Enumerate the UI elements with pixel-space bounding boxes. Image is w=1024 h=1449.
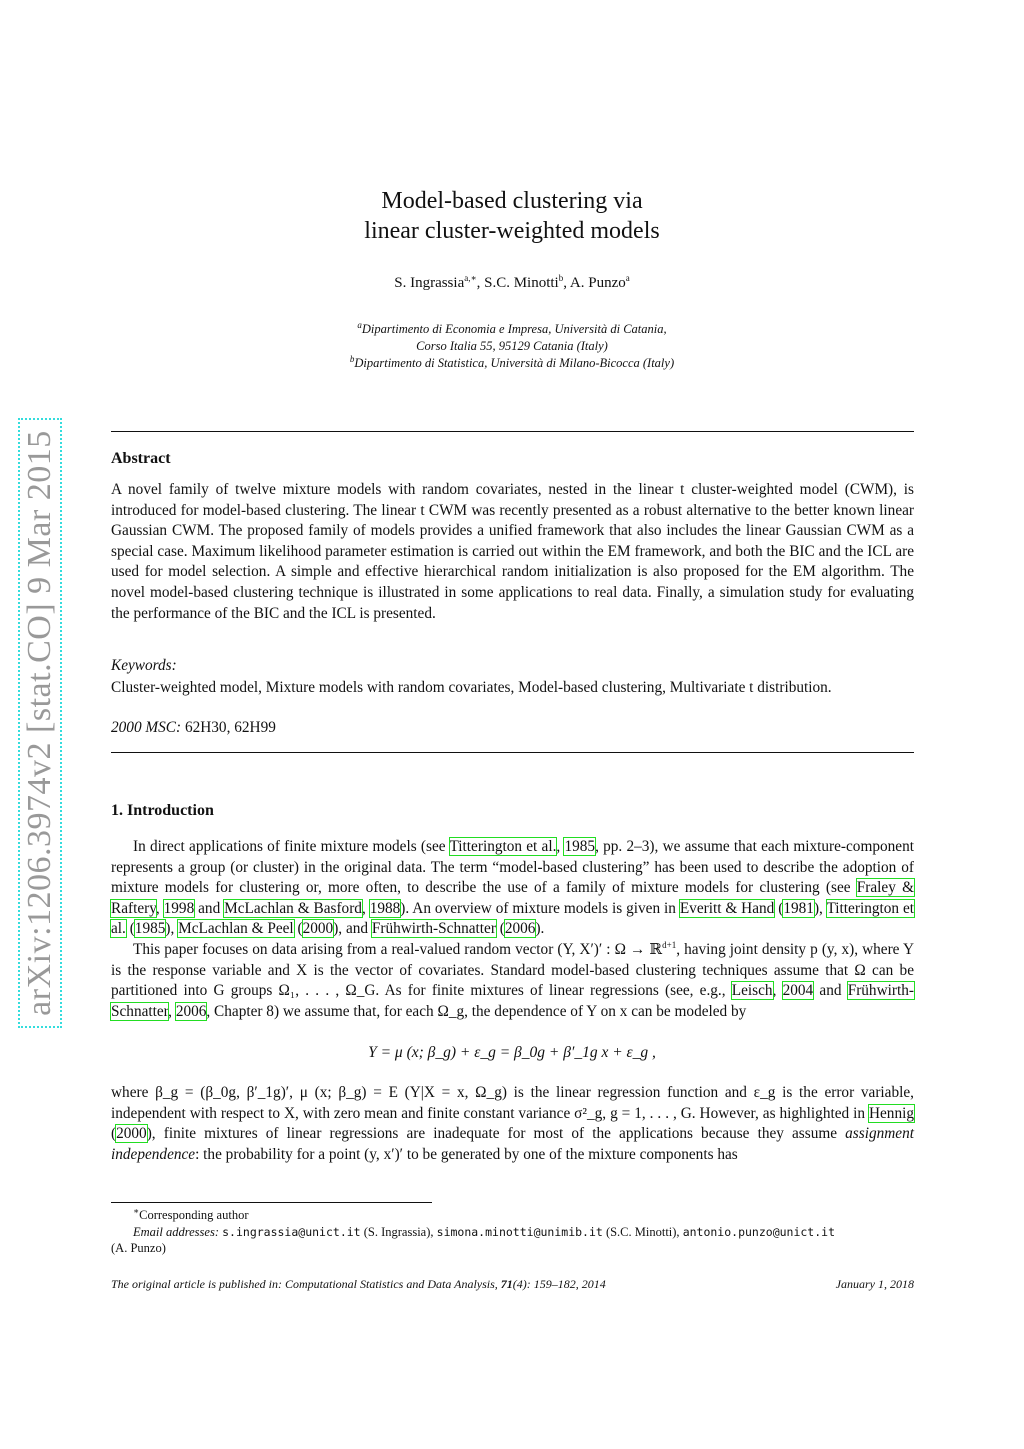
citation-link[interactable]: McLachlan & Peel (178, 920, 294, 938)
text-run: In direct applications of finite mixture models (see (133, 838, 450, 855)
citation-link[interactable]: 1985 (134, 920, 166, 938)
keywords-text: Cluster-weighted model, Mixture models with random covariates, Model-based clustering, Multivariate t distribution. (111, 679, 832, 696)
text-run: , (361, 899, 370, 917)
citation-link[interactable]: 2000 (116, 1125, 147, 1143)
affiliation-line: Corso Italia 55, 95129 Catania (Italy) (416, 339, 608, 353)
citation-link[interactable]: Leisch (731, 982, 773, 1000)
author-mark: a,∗ (464, 273, 477, 283)
footnote: ∗Corresponding author Email addresses: s.ingrassia@unict.it (S. Ingrassia), simona.minotti@unimib.it (S.C. Minotti), antonio.punzo@unict.it (A. Punzo) (111, 1207, 911, 1257)
email-link[interactable]: s.ingrassia@unict.it (222, 1224, 361, 1239)
msc-codes (111, 719, 276, 737)
affiliation-line: $^a$Dipartimento di Economia e Impresa, Università di Catania, (357, 319, 667, 336)
intro-paragraph-1 (111, 837, 914, 940)
citation-link[interactable]: 2006 (504, 920, 536, 938)
text-run: ), and (333, 920, 372, 938)
citation-link[interactable]: Titterington et al. (111, 899, 914, 938)
regression-equation: Y = μ (x; β_g) + ε_g = β_0g + β′_1g x + ε_g , (368, 1044, 656, 1061)
citation-link[interactable]: 1998 (163, 899, 195, 917)
citation-link[interactable]: 2004 (782, 982, 814, 1000)
text-run: and (194, 899, 225, 917)
citation-link[interactable]: 1988 (369, 899, 401, 917)
abstract-text: A novel family of twelve mixture models with random covariates, nested in the linear t cluster-weighted model (CWM), is introduced for model-based clustering. The linear t CWM was recently presented as a robust alternative to the better known linear Gaussian CWM. The proposed family of models provides a unified framework that also includes the linear Gaussian CWM as a special case. Maximum likelihood parameter estimation is carried out within the EM framework, and both the BIC and the ICL are used for model selection. A simple and effective hierarchical random initialization is also proposed for the EM algorithm. The novel model-based clustering technique is illustrated in some applications to real data. Finally, a simulation study for evaluating the performance of the BIC and the ICL is presented. (111, 481, 914, 622)
citation-link[interactable]: McLachlan & Basford (224, 899, 362, 917)
author-name: S. Ingrassia (394, 275, 465, 291)
citation-link[interactable]: Frühwirth-Schnatter (371, 920, 496, 938)
msc-text: 62H30, 62H99 (184, 719, 276, 736)
email-link[interactable]: antonio.punzo@unict.it (682, 1224, 836, 1239)
author-mark: a (625, 273, 630, 283)
text-run: ), (813, 899, 827, 917)
text-run: ( (774, 899, 784, 917)
author-mark: b (558, 273, 564, 283)
intro-paragraph-3 (111, 1083, 914, 1165)
text-run: , (556, 838, 565, 855)
author-list: S. Ingrassia$^{a,∗}$, S.C. Minotti$^b$, A. Punzo$^a$ (394, 273, 630, 291)
paper-title (0, 186, 1024, 246)
keywords-label: Keywords: (111, 657, 177, 674)
citation-link[interactable]: Hennig (868, 1104, 914, 1122)
title-line-2: linear cluster-weighted models (364, 218, 660, 244)
text-run: ). An overview of mixture models is given in (400, 899, 680, 917)
text-run: , (155, 899, 164, 917)
arxiv-identifier: arXiv:1206.3974v2 [stat.CO] 9 Mar 2015 (21, 430, 58, 1016)
email-link[interactable]: simona.minotti@unimib.it (436, 1224, 603, 1239)
email-addresses: Email addresses: s.ingrassia@unict.it (S. Ingrassia), simona.minotti@unimib.it (S.C. Minotti), antonio.punzo@unict.it (133, 1224, 836, 1239)
citation-link[interactable]: Frühwirth-Schnatter (111, 982, 914, 1020)
text-run: ). (535, 920, 545, 938)
text-run: where β_g = (β_0g, β′_1g)′, μ (x; β_g) = E (Y|X = x, Ω_g) is the linear regression function and ε_g is the error variable, independent with respect to X, with zero mean and finite constant variance σ²_g, g = 1, . . . , G. However, as highlighted in (111, 1084, 914, 1122)
affiliations (0, 321, 1024, 372)
text-run: ( (495, 920, 505, 938)
citation-link[interactable]: Titterington et al. (449, 838, 557, 855)
text-run: , Chapter 8) we assume that, for each Ω_g, the dependence of Y on x can be modeled by (206, 1002, 747, 1020)
preprint-date: January 1, 2018 (835, 1277, 914, 1291)
superscript: d+1 (662, 939, 677, 950)
citation-link[interactable]: 2000 (302, 920, 334, 938)
text-run: ), (165, 920, 179, 938)
text-run: ), finite mixtures of linear regressions are inadequate for most of the applications because they assume (146, 1125, 846, 1143)
abstract-heading: Abstract (111, 450, 171, 467)
journal-reference: The original article is published in: Computational Statistics and Data Analysis, 71(4): 159–182, 2014 (111, 1277, 606, 1291)
text-run: , pp. 2–3), we assume that each mixture-component represents a group (or cluster) in the original data. The term “model-based clustering” has been used to describe the adoption of mixture models for clustering or, more often, to describe the use of a family of mixture models for clustering (see (111, 838, 914, 897)
citation-link[interactable]: Fraley & Raftery (111, 879, 914, 917)
affiliation-line: $^b$Dipartimento di Statistica, Università di Milano-Bicocca (Italy) (349, 353, 675, 370)
text-run: ( (293, 920, 303, 938)
footnote-rule (111, 1202, 432, 1203)
corresponding-author-note: ∗Corresponding author (133, 1205, 249, 1222)
citation-link[interactable]: 1981 (783, 899, 814, 917)
intro-paragraph-2 (111, 940, 914, 1022)
citation-link[interactable]: 2006 (175, 1002, 207, 1020)
text-run: ( (125, 920, 135, 938)
author-name: S.C. Minotti (484, 275, 559, 291)
text-run: and (813, 982, 848, 1000)
text-run: This paper focuses on data arising from a real-valued random vector (Y, X′)′ : Ω → ℝ (133, 941, 663, 958)
abstract-bottom-rule (111, 752, 914, 753)
title-line-1: Model-based clustering via (381, 188, 643, 214)
abstract-top-rule (111, 431, 914, 432)
msc-label: 2000 MSC: (111, 719, 182, 736)
citation-link[interactable]: Everitt & Hand (679, 899, 775, 917)
author-name: A. Punzo (569, 275, 626, 291)
text-run: , (168, 1002, 176, 1020)
citation-link[interactable]: 1985 (564, 838, 596, 855)
text-run: : the probability for a point (y, x′)′ to be generated by one of the mixture components has (195, 1145, 738, 1163)
text-run: ( (111, 1125, 117, 1143)
emphasis-text: assignment independence (111, 1125, 914, 1163)
section-heading: 1. Introduction (111, 802, 214, 819)
text-run: , having joint density p (y, x), where Y is the response variable and X is the vector of covariates. Standard model-based clustering techniques assume that Ω can be partitioned into G groups Ω₁, . . . , Ω_G. As for finite mixtures of linear regressions (see, e.g., (111, 941, 915, 1000)
text-run: , (772, 982, 783, 1000)
